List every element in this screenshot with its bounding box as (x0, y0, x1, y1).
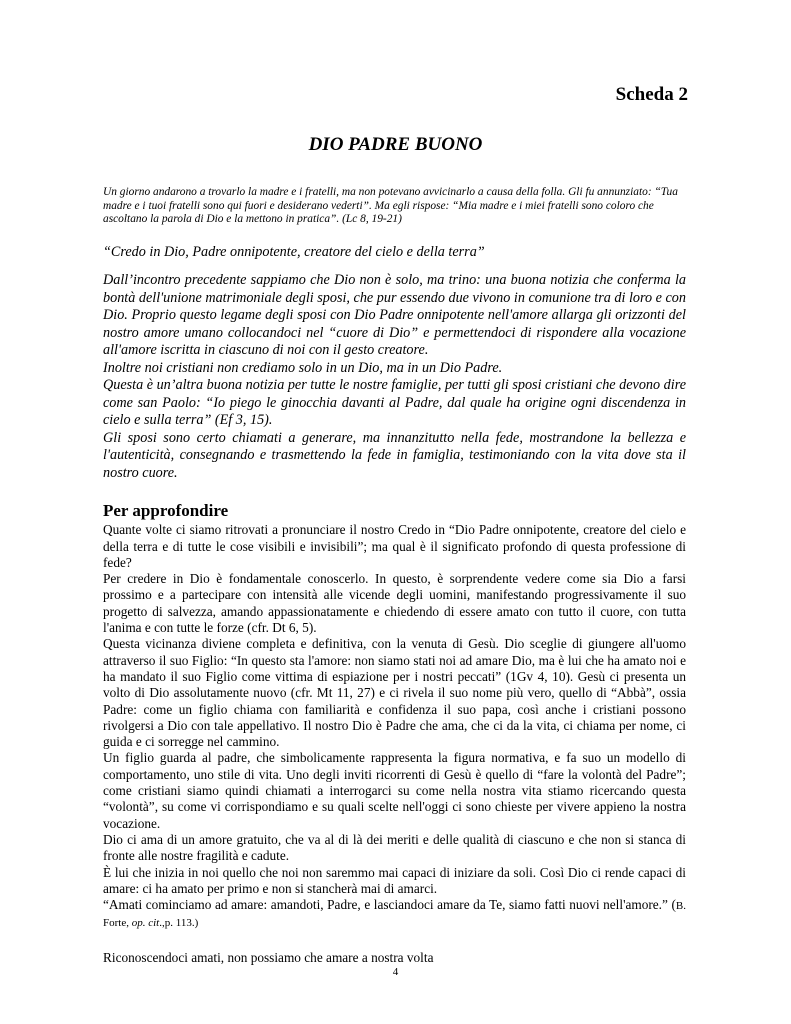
body-paragraph: Quante volte ci siamo ritrovati a pronunciare il nostro Credo in “Dio Padre onnipotente, creatore del cielo e della terra e di tutte le cose visibili e invisibili”; ma qual è il significato profondo di questa professione di fede? (103, 522, 686, 570)
credo-quote: “Credo in Dio, Padre onnipotente, creatore del cielo e della terra” (103, 243, 485, 260)
scheda-label: Scheda 2 (615, 84, 688, 105)
intro-paragraph: Gli sposi sono certo chiamati a generare, ma innanzitutto nella fede, mostrandone la bellezza e l'autenticità, consegnando e trasmettendo la fede in famiglia, testimoniando con la vita dove sta il nostro cuore. (103, 429, 686, 481)
citation-work: op. cit (131, 917, 160, 930)
citation-author: B. Forte, (103, 900, 686, 930)
intro-paragraph: Dall’incontro precedente sappiamo che Dio non è solo, ma trino: una buona notizia che conferma la bontà dell'unione matrimoniale degli sposi, che pur essendo due vivono in comunione tra di loro e con Dio. Proprio questo legame degli sposi con Dio Padre onnipotente nell'amore allarga gli orizzonti del nostro amore umano collocandoci nel “cuore di Dio” e permettendoci di rispondere alla vocazione all'amore iscritta in ciascuno di noi con il gesto creatore. (103, 272, 686, 359)
body-paragraph: Per credere in Dio è fondamentale conoscerlo. In questo, è sorprendente vedere come sia Dio a farsi prossimo e a partecipare con intensità alle vicende degli uomini, manifestando progressivamente il suo progetto di salvezza, amando appassionatamente e chiedendo di essere amato con tutto il cuore, con tutta l'anima e con tutte le forze (cfr. Dt 6, 5). (103, 571, 686, 636)
page-title: DIO PADRE BUONO (308, 134, 483, 155)
citation-pages: .,p. 113.) (159, 917, 199, 930)
body-paragraph: È lui che inizia in noi quello che noi non saremmo mai capaci di iniziare da soli. Così Dio ci rende capaci di amare: ci ha amato per primo e non si stancherà mai di amarci. (103, 864, 686, 896)
closing-line: Riconoscendoci amati, non possiamo che amare a nostra volta (103, 949, 434, 965)
forte-quote-paragraph (103, 897, 686, 932)
body-paragraph: Questa vicinanza diviene completa e definitiva, con la venuta di Gesù. Dio sceglie di giungere all'uomo attraverso il suo Figlio: “In questo sta l'amore: non siamo stati noi ad amare Dio, ma è lui che ha amato noi e ha mandato il suo Figlio come vittima di espiazione per i nostri peccati” (1Gv 4, 10). Gesù ci presenta un volto di Dio assolutamente nuovo (cfr. Mt 11, 27) e ci rivela il suo nome più vero, quello di “Abbà”, ossia Padre: come un figlio chiama con familiarità e confidenza il suo papa, così anche i cristiani possono rivolgersi a Dio con tale appellativo. Il nostro Dio è Padre che ama, che ci da la vita, ci chiama per nome, ci guida e ci sorregge nel cammino. (103, 636, 686, 750)
section-heading: Per approfondire (103, 501, 229, 521)
body-paragraph: Dio ci ama di un amore gratuito, che va al di là dei meriti e delle qualità di ciascuno e che non si stanca di fronte alle nostre fragilità e cadute. (103, 831, 686, 864)
intro-section (103, 272, 686, 482)
intro-paragraph: Inoltre noi cristiani non crediamo solo in un Dio, ma in un Dio Padre. (103, 359, 503, 376)
forte-quote: “Amati cominciamo ad amare: amandoti, Padre, e lasciandoci amare da Te, siamo fatti nuovi nell'amore.” ( (103, 897, 676, 913)
body-section (103, 522, 686, 966)
body-paragraph: Un figlio guarda al padre, che simbolicamente rappresenta la figura normativa, e fa suo un modello di comportamento, uno stile di vita. Uno degli inviti ricorrenti di Gesù è quello di “fare la volontà del Padre”; come cristiani siamo quindi chiamati a interrogarci su come nella nostra vita stiamo ricercando questa “volontà”, su come vi corrispondiamo e su quali scelte nell'oggi ci sono chieste per vivere appieno la nostra vocazione. (103, 750, 686, 831)
epigraph: Un giorno andarono a trovarlo la madre e i fratelli, ma non potevano avvicinarlo a causa della folla. Gli fu annunziato: “Tua madre e i tuoi fratelli sono qui fuori e desiderano vederti”. Ma egli rispose: “Mia madre e i miei fratelli sono coloro che ascoltano la parola di Dio e la mettono in pratica”. (Lc 8, 19-21) (103, 186, 678, 226)
content-area (103, 186, 686, 966)
intro-paragraph: Questa è un’altra buona notizia per tutte le nostre famiglie, per tutti gli sposi cristiani che devono dire come san Paolo: “Io piego le ginocchia davanti al Padre, dal quale ha origine ogni discendenza in cielo e sulla terra” (Ef 3, 15). (103, 377, 686, 429)
page-number: 4 (392, 966, 399, 978)
